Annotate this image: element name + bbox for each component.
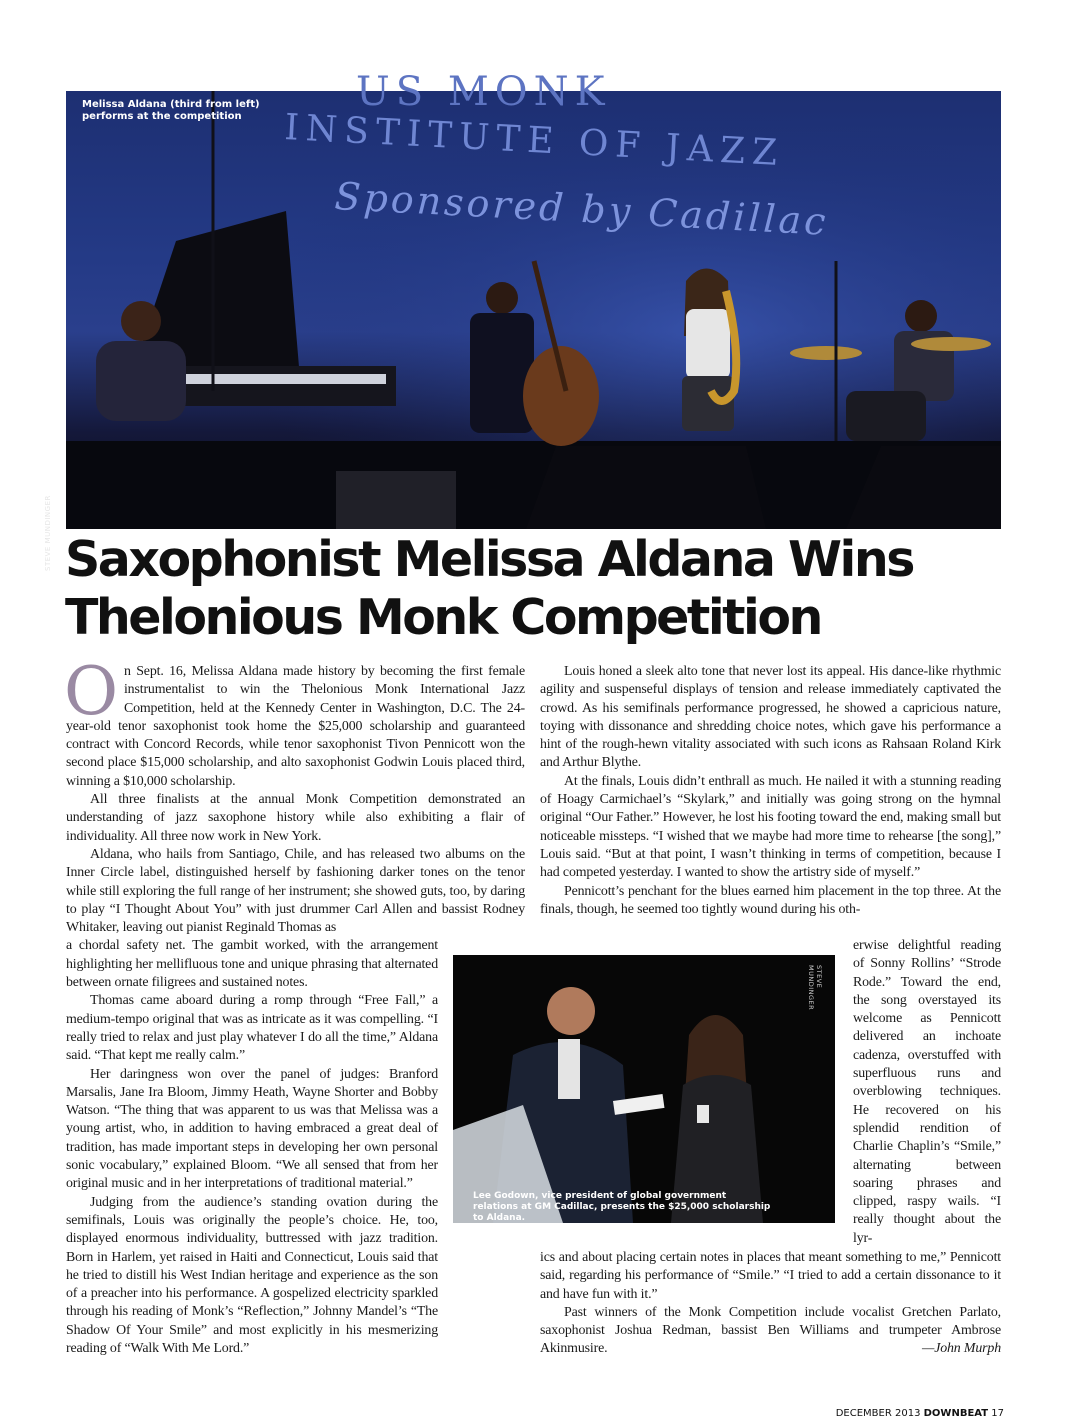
page-footer [836, 1408, 1004, 1419]
article-paragraph: Louis honed a sleek alto tone that never lost its appeal. His dance-like rhythmic agility and suspenseful displays of tension and release immediately captivated the crowd. As his semifinals performance progressed, he showed a capricious nature, toying with dissonance and shredding choice notes, which gave his performance a hint of the rough-hewn vitality associated with such icons as Rahsaan Roland Kirk and Arthur Blythe. [540, 664, 1001, 771]
article-right-bottom [540, 1249, 1001, 1359]
stage-illustration [66, 69, 1001, 529]
piano-keys [176, 374, 386, 384]
banner-line1: INSTITUTE OF JAZZ [283, 107, 786, 175]
byline: —John Murph [922, 1341, 1001, 1357]
magazine-name: DOWNBEAT [923, 1408, 989, 1419]
award-photo-caption: Lee Godown, vice president of global government relations at GM Cadillac, presents the $25,000 scholarship to Aldana. [473, 1191, 771, 1223]
article-paragraph: Aldana, who hails from Santiago, Chile, and has released two albums on the Inner Circle label, distinguished herself by fashioning darker tones on the tenor while still exploring the full range of her instrument; she showed guts, too, by daring to play “I Thought About You” with just drummer Carl Allen and bassist Rodney Whitaker, leaving out pianist Reginald Thomas as [66, 846, 525, 936]
pianist [121, 301, 161, 341]
article-paragraph: erwise delightful reading of Sonny Rollins’ “Strode Rode.” Toward the end, the song overstayed its welcome as Pennicott delivered an inchoate cadenza, overstuffed with superfluous runs and overblowing techniques. He recovered on his splendid rendition of Charlie Chaplin’s “Smile,” alternating between soaring phrases and clipped, raspy wails. “I really thought about the lyr- [853, 938, 1001, 1246]
banner-line2: Sponsored by Cadillac [333, 174, 830, 244]
drum-kit [846, 391, 926, 441]
paragraph-text: n Sept. 16, Melissa Aldana made history by becoming the first female instrumentalist to win the Thelonious Monk International Jazz Competition, held at the Kennedy Center in Washington, D.C. The 24-year-old tenor saxophonist took home the $25,000 scholarship and guaranteed contract with Concord Records, while tenor saxophonist Tivon Pennicott won the second place $15,000 scholarship, and alto saxophonist Godwin Louis placed third, winning a $10,000 scholarship. [66, 664, 525, 789]
award-illustration [453, 955, 835, 1223]
hero-photo-credit: STEVE MUNDINGER [44, 495, 52, 571]
headline-line2: Thelonious Monk Competition [65, 589, 821, 646]
article-paragraph: a chordal safety net. The gambit worked, with the arrangement highlighting her mellifluous tone and unique phrasing that alternated between ornate filigrees and sustained notes. [66, 938, 438, 991]
award-photo-credit: STEVE MUNDINGER [807, 965, 823, 1011]
article-paragraph: Thomas came aboard during a romp through “Free Fall,” a medium-tempo original that was as intricate as it was compelling. “I really tried to relax and just play whatever I do all the time,” Aldana said. “That kept me really calm.” [66, 993, 438, 1064]
headline-line1: Saxophonist Melissa Aldana Wins [65, 531, 913, 588]
page-number: 17 [991, 1408, 1004, 1419]
banner-top-text: US MONK [356, 69, 611, 115]
article-right-column [540, 663, 1001, 953]
article-paragraph: All three finalists at the annual Monk Competition demonstrated an understanding of jazz saxophone history while also exhibiting a flair of individuality. All three now work in New York. [66, 792, 525, 844]
cymbal [790, 346, 862, 360]
award-photo [453, 955, 835, 1223]
article-paragraph [540, 1304, 1001, 1359]
article-paragraph [64, 653, 525, 791]
article-paragraph: ics and about placing certain notes in places that meant something to me,” Pennicott said, regarding his performance of “Smile.” “I tried to add a certain dissonance to it and have fun with it.” [540, 1250, 1001, 1302]
article-paragraph: Her daringness won over the panel of judges: Branford Marsalis, Jane Ira Bloom, Jimmy Heath, Wayne Shorter and Bobby Watson. “The thing that was apparent to us was that Melissa was a young artist, who, in addition to having embraced a great deal of tradition, has made important steps in developing her own personal sonic vocabulary,” explained Bloom. “We all sensed that from her original music and in her interpretations of traditional material.” [66, 1066, 438, 1192]
article-right-narrow [853, 937, 1001, 1257]
article-paragraph: Judging from the audience’s standing ovation during the semifinals, Louis was originally the people’s choice. He, too, displayed enormous individuality, buttressed with jazz tradition. Born in Harlem, yet raised in Haiti and Connecticut, Louis said that he tried to distill his West Indian heritage and experience as the son of a preacher into his performance. A gospelized electricity sparkled through his reading of Monk’s “Reflection,” Johnny Mandel’s “The Shadow Of Your Smile” and most explicitly in his mesmerizing reading of “Walk With Me Lord.” [66, 1194, 438, 1356]
presenter [547, 987, 595, 1035]
issue-date: DECEMBER 2013 [835, 1408, 921, 1419]
drop-cap: O [64, 653, 118, 730]
bassist [486, 282, 518, 314]
article-paragraph: Pennicott’s penchant for the blues earned him placement in the top three. At the finals, though, he seemed too tightly wound during his oth- [540, 883, 1001, 917]
article-paragraph: At the finals, Louis didn’t enthrall as much. He nailed it with a stunning reading of Hoagy Carmichael’s “Skylark,” and initially was going strong on the hymnal original “Our Father.” However, he lost his footing toward the end, making small but noticeable missteps. “I wished that we maybe had more time to rehearse [the song],” Louis said. “But at that point, I wasn’t thinking in terms of competition, because I had competed yesterday. I wanted to show the artistry side of myself.” [540, 773, 1001, 881]
hero-caption: Melissa Aldana (third from left) performs at the competition [82, 99, 260, 122]
headline [65, 531, 1025, 647]
stage-monitor [526, 446, 766, 529]
paragraph-text: Past winners of the Monk Competition include vocalist Gretchen Parlato, saxophonist Joshua Redman, bassist Ben Williams and trumpeter Ambrose Akinmusire. [540, 1304, 1001, 1357]
drummer [905, 300, 937, 332]
